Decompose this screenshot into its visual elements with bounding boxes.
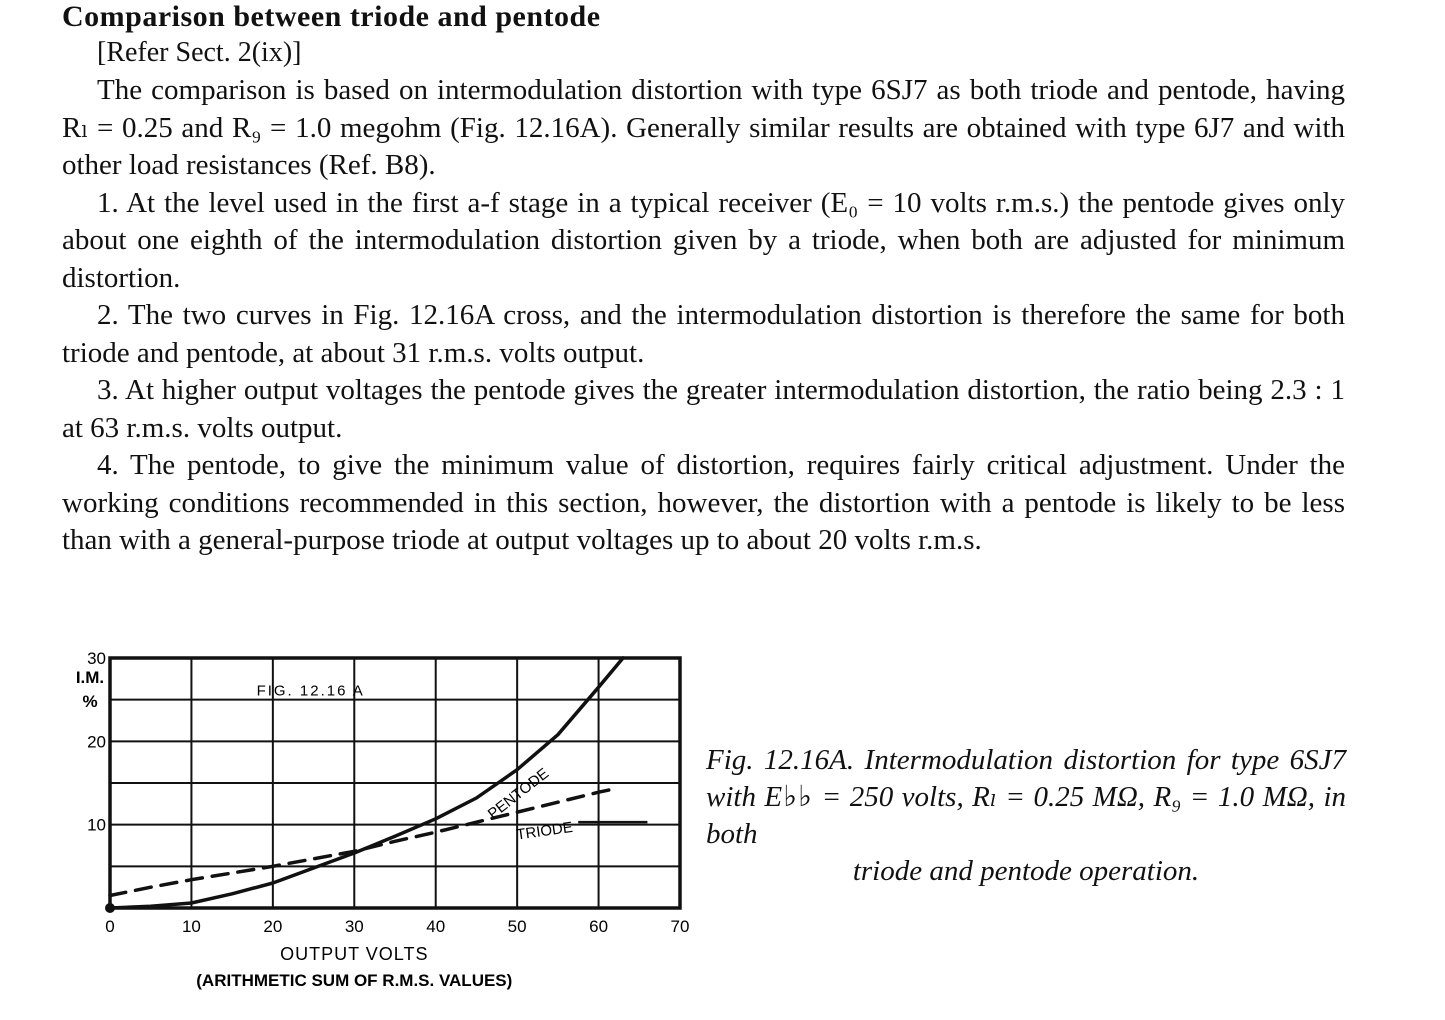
section-reference: [Refer Sect. 2(ix)]	[97, 37, 302, 68]
paragraph-point-4: 4. The pentode, to give the minimum value of distortion, requires fairly critical adjustment. Under the working conditions recommended in this section, however, the distortion with a pentode is likely to be less than with a general-purpose triode at output voltages up to about 20 volts r.m.s.	[62, 449, 1345, 556]
x-tick-label: 0	[105, 917, 115, 936]
x-axis-sublabel: (ARITHMETIC SUM OF R.M.S. VALUES)	[196, 971, 513, 990]
x-tick-label: 40	[426, 917, 446, 936]
paragraph-intro: The comparison is based on intermodulation distortion with type 6SJ7 as both triode and pentode, having Rₗ = 0.25 and R₉ = 1.0 megohm (Fig. 12.16A). Generally similar results are obtained with type 6J7 and with other load resistances (Ref. B8).	[62, 74, 1345, 181]
paragraph-point-1: 1. At the level used in the first a-f stage in a typical receiver (E₀ = 10 volts r.m.s.) the pentode gives only about one eighth of the intermodulation distortion given by a triode, when both are adjusted for minimum distortion.	[62, 186, 1345, 294]
intermodulation-chart	[70, 650, 710, 1000]
series-line-triode	[110, 789, 615, 896]
figure-caption	[706, 742, 1346, 890]
x-tick-label: 50	[507, 917, 527, 936]
y-axis-label: %	[82, 692, 98, 711]
figure-title: FIG. 12.16 A	[256, 682, 365, 700]
series-label-pentode: PENTODE	[484, 764, 553, 823]
x-tick-label: 20	[263, 917, 283, 936]
y-tick-label: 20	[87, 732, 106, 752]
series-label-triode: TRIODE	[515, 818, 574, 844]
y-tick-label: 30	[87, 650, 106, 668]
caption-line-2: triode and pentode operation.	[852, 855, 1200, 887]
body-text	[62, 72, 1345, 560]
y-tick-label: 10	[87, 815, 106, 835]
caption-line-1: Fig. 12.16A. Intermodulation distortion for type 6SJ7 with E♭♭ = 250 volts, Rₗ = 0.25 MΩ, R₉ = 1.0 MΩ, in both	[706, 744, 1346, 850]
paragraph-point-2: 2. The two curves in Fig. 12.16A cross, and the intermodulation distortion is therefore the same for both triode and pentode, at about 31 r.m.s. volts output.	[62, 299, 1345, 369]
section-heading: Comparison between triode and pentode	[62, 0, 601, 33]
x-tick-label: 30	[344, 917, 364, 936]
x-tick-label: 60	[589, 917, 609, 936]
paragraph-point-3: 3. At higher output voltages the pentode gives the greater intermodulation distortion, the ratio being 2.3 : 1 at 63 r.m.s. volts output.	[62, 374, 1345, 444]
y-axis-label: I.M.	[75, 668, 105, 687]
x-tick-label: 10	[181, 917, 201, 936]
x-axis-label: OUTPUT VOLTS	[280, 944, 429, 964]
figure-12-16a	[70, 650, 710, 1000]
x-tick-label: 70	[670, 917, 690, 936]
